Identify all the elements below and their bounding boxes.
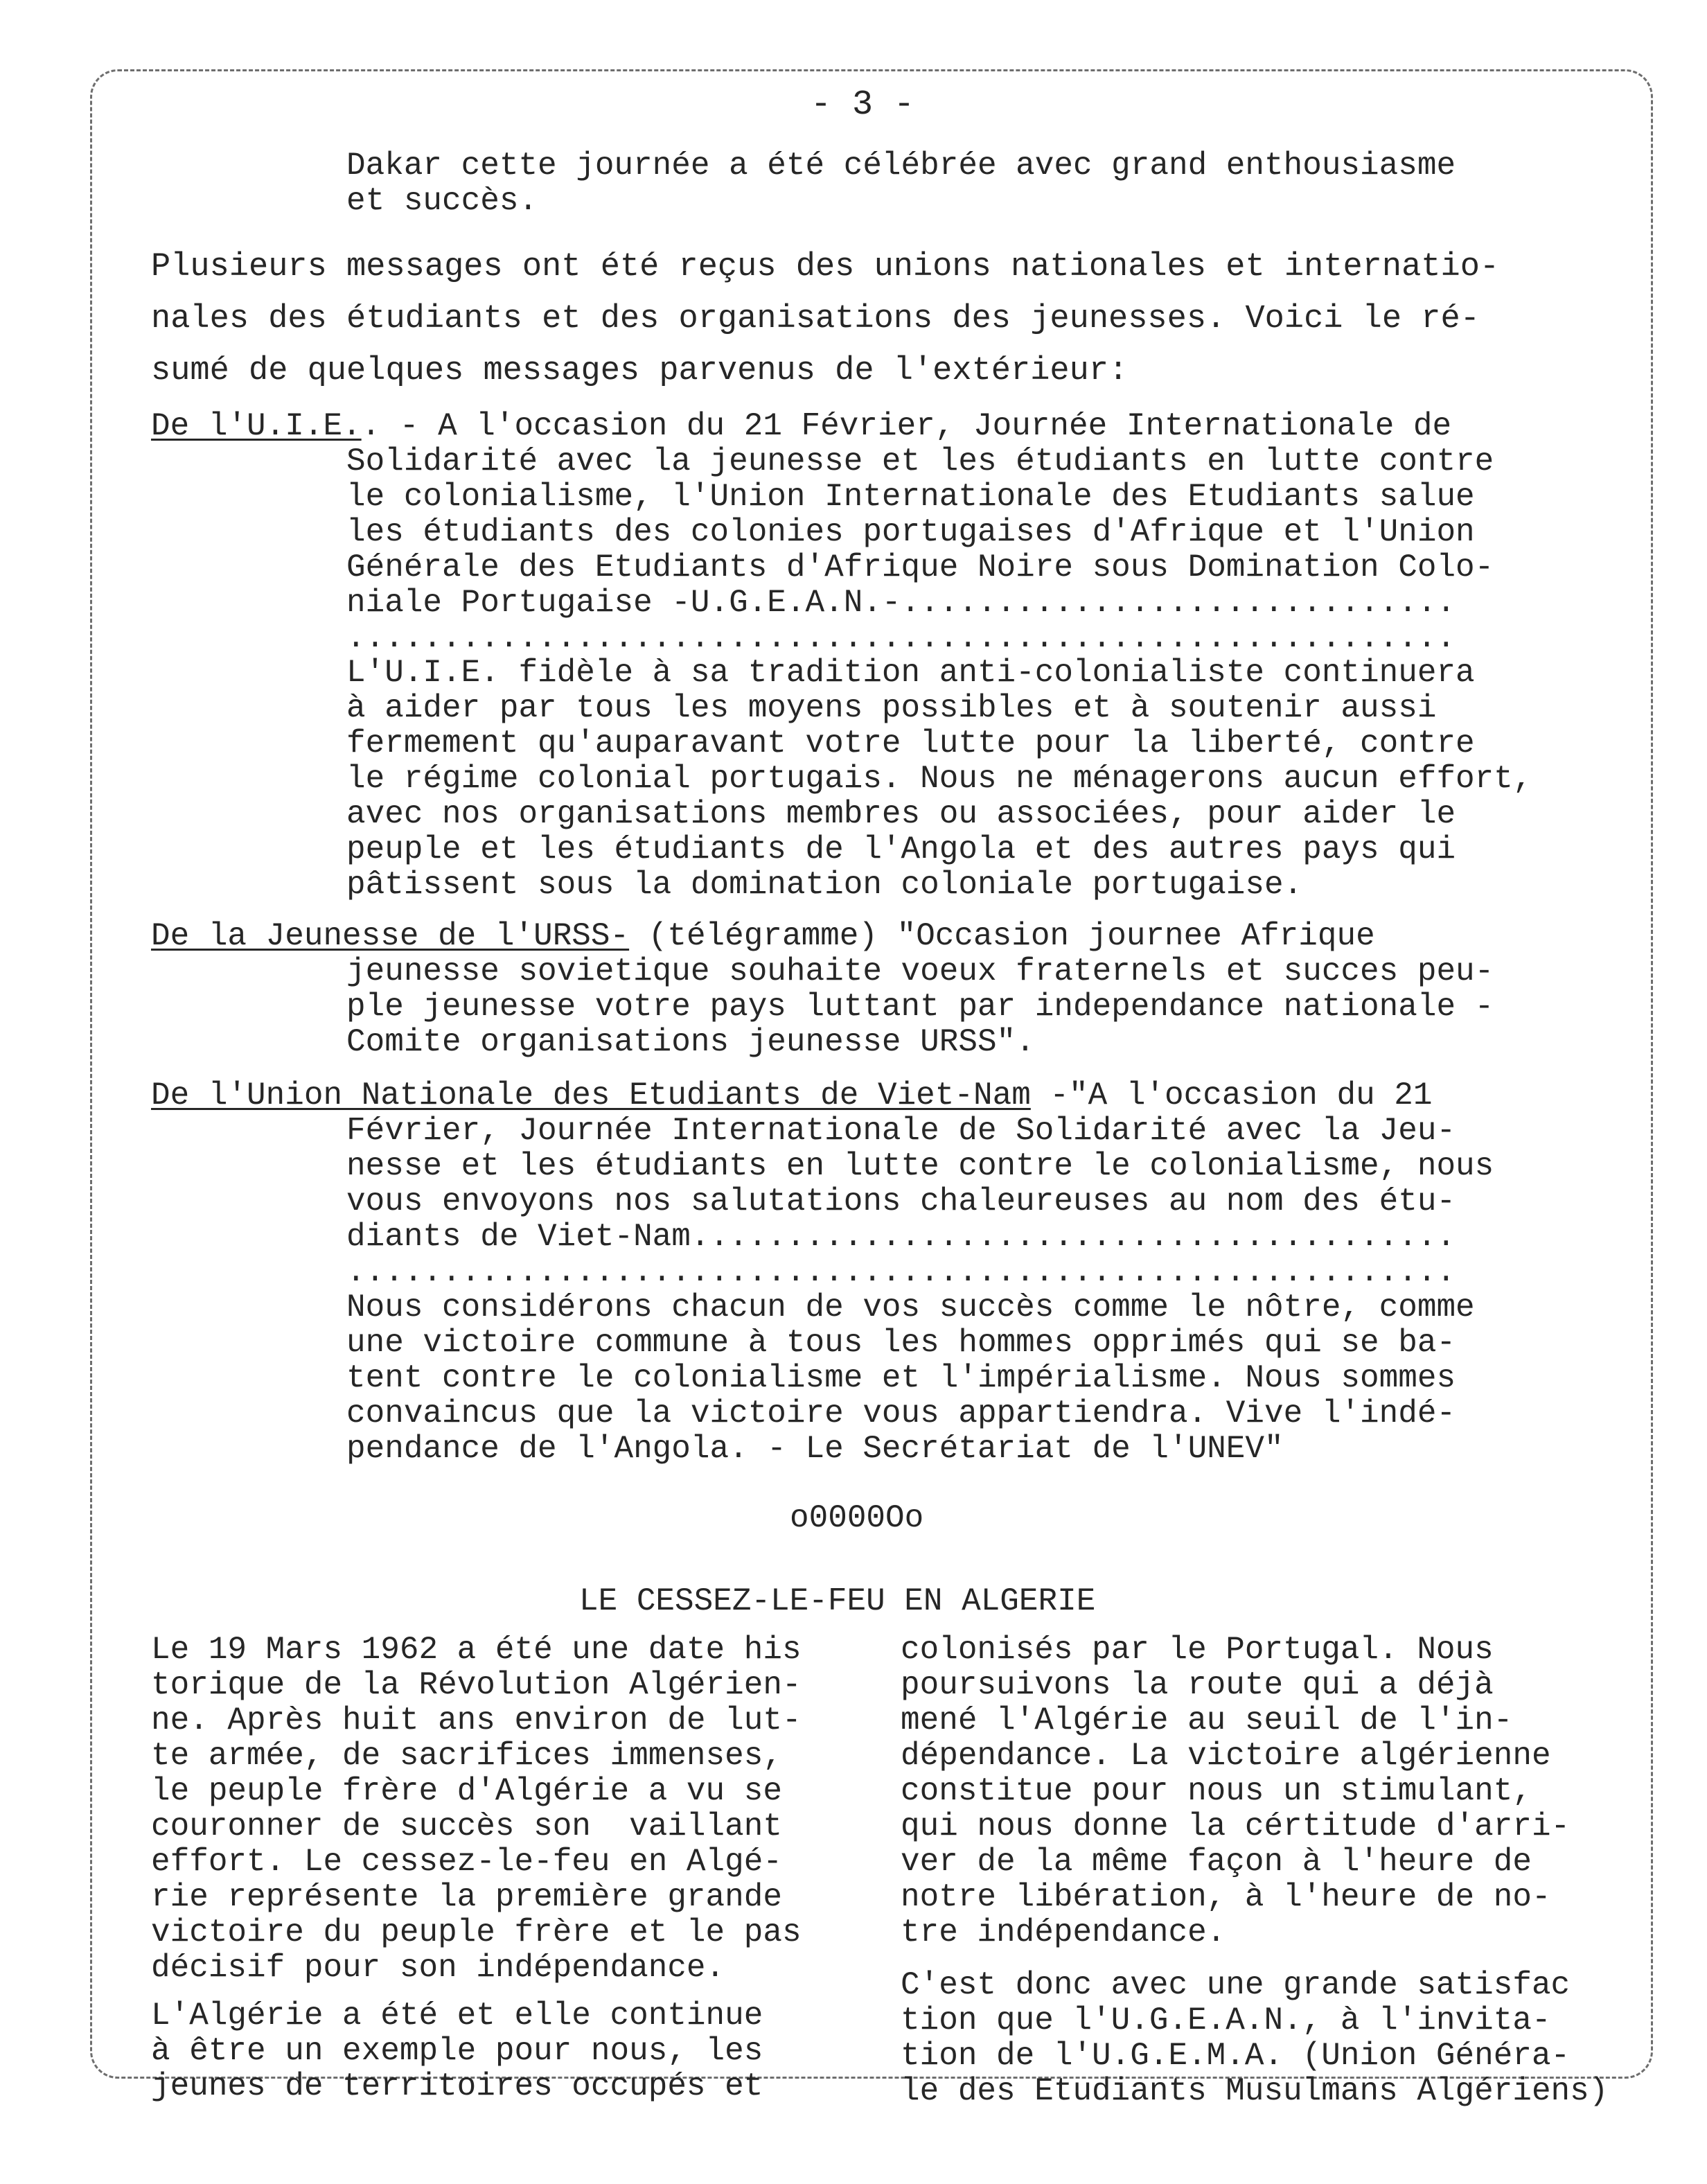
message-unev-first-line: De l'Union Nationale des Etudiants de Viet-Nam -"A l'occasion du 21 (151, 1077, 1433, 1113)
messages-paragraph: Plusieurs messages ont été reçus des unions nationales et internatio- nales des étudiants et des organisations des jeunesses. Voici le ré- sumé de quelques messages parvenus de l'extérieur: (151, 249, 1500, 389)
article-left-column-para-1: Le 19 Mars 1962 a été une date his torique de la Révolution Algérien- ne. Après huit ans environ de lut- te armée, de sacrifices immenses, le peuple frère d'Algérie a vu se couronner de succès son vaillant effort. Le cessez-le-feu en Algé- rie représente la première grande victoire du peuple frère et le pas décisif pour son indépendance. (151, 1632, 802, 1986)
message-uie-heading: De l'U.I.E. (151, 408, 362, 444)
message-unev-body-a: Février, Journée Internationale de Solidarité avec la Jeu- nesse et les étudiants en lutte contre le colonialisme, nous vous envoyons nos salutations chaleureuses au nom des étu- diants de Viet-Nam........................................ .......................................................... (346, 1113, 1494, 1290)
message-urss-heading: De la Jeunesse de l'URSS- (151, 918, 630, 954)
message-uie-body-a: Solidarité avec la jeunesse et les étudiants en lutte contre le colonialisme, l'Union Internationale des Etudiants salue les étudiants des colonies portugaises d'Afrique et l'Union Générale des Etudiants d'Afrique Noire sous Domination Colo- niale Portugaise -U.G.E.A.N.-............................. .......................................................... (346, 443, 1494, 656)
article-left-column-para-2: L'Algérie a été et elle continue à être un exemple pour nous, les jeunes de territoires occupés et (151, 1998, 763, 2104)
message-urss-first-line: De la Jeunesse de l'URSS- (télégramme) "Occasion journee Afrique (151, 918, 1375, 954)
message-urss-body: jeunesse sovietique souhaite voeux fraternels et succes peu- ple jeunesse votre pays luttant par independance nationale - Comite organisations jeunesse URSS". (346, 953, 1494, 1060)
page-number: - 3 - (811, 85, 915, 125)
intro-paragraph: Dakar cette journée a été célébrée avec grand enthousiasme et succès. (346, 148, 1456, 219)
message-unev-body-b: Nous considérons chacun de vos succès comme le nôtre, comme une victoire commune à tous les hommes opprimés qui se ba- tent contre le colonialisme et l'impérialisme. Nous sommes convaincus que la victoire vous appartiendra. Vive l'indé- pendance de l'Angola. - Le Secrétariat de l'UNEV" (346, 1289, 1475, 1467)
section-separator: o0000Oo (790, 1500, 924, 1536)
article-right-column-para-2: C'est donc avec une grande satisfac tion que l'U.G.E.A.N., à l'invita- tion de l'U.G.E.M.A. (Union Généra- le des Etudiants Musulmans Algériens) (901, 1967, 1609, 2109)
article-title: LE CESSEZ-LE-FEU EN ALGERIE (579, 1583, 1096, 1619)
article-right-column-para-1: colonisés par le Portugal. Nous poursuivons la route qui a déjà mené l'Algérie au seuil de l'in- dépendance. La victoire algérienne constitue pour nous un stimulant, qui nous donne la cértitude d'arri- ver de la même façon à l'heure de notre libération, à l'heure de no- tre indépendance. (901, 1632, 1571, 1950)
message-uie-body-b: L'U.I.E. fidèle à sa tradition anti-colonialiste continuera à aider par tous les moyens possibles et à soutenir aussi fermement qu'auparavant votre lutte pour la liberté, contre le régime colonial portugais. Nous ne ménagerons aucun effort, avec nos organisations membres ou associées, pour aider le peuple et les étudiants de l'Angola et des autres pays qui pâtissent sous la domination coloniale portugaise. (346, 655, 1532, 903)
message-uie-first-line: De l'U.I.E.. - A l'occasion du 21 Février, Journée Internationale de (151, 408, 1452, 444)
message-unev-heading: De l'Union Nationale des Etudiants de Viet-Nam (151, 1077, 1031, 1113)
